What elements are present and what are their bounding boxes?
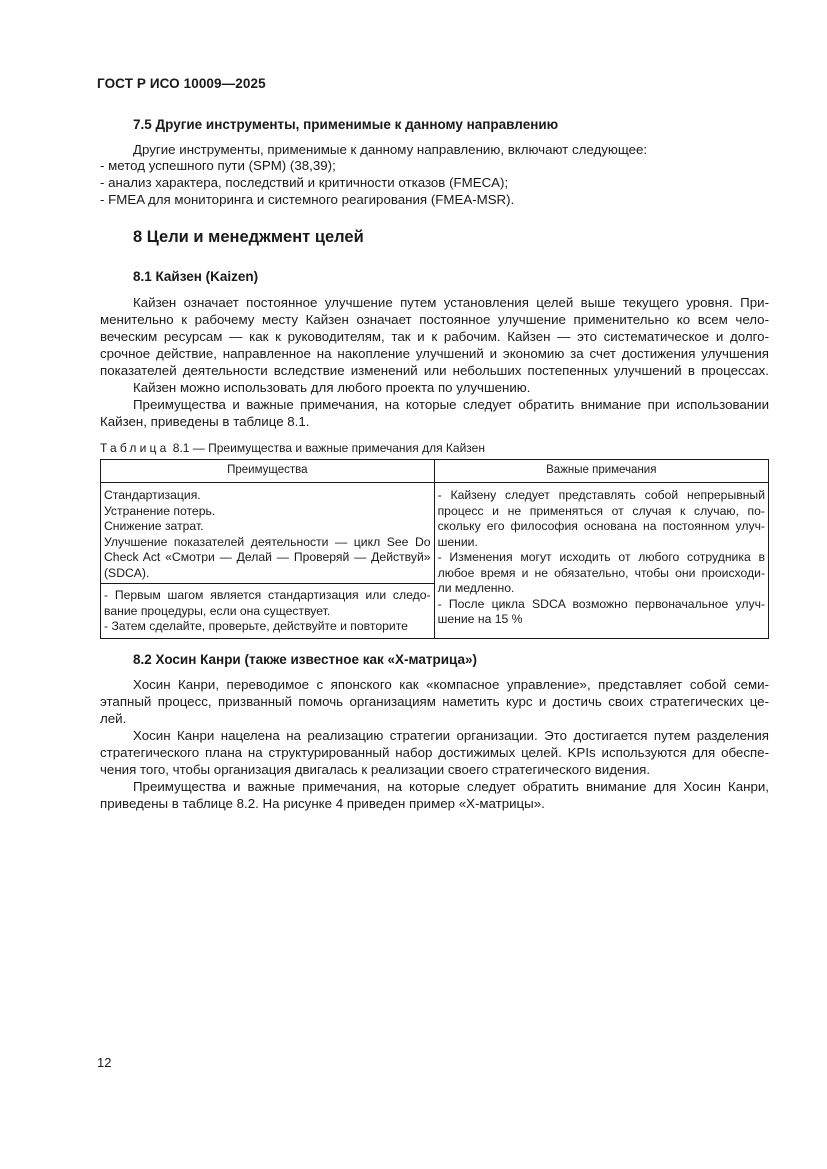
section-8-heading: 8 Цели и менеджмент целей (133, 228, 364, 246)
paragraph-line: Кайзен означает постоянное улучшение путем установления целей выше текущего уровня. При- (133, 295, 769, 310)
list-item: - анализ характера, последствий и критичности отказов (FMECA); (100, 175, 509, 190)
paragraph-line: менительно к рабочему месту Кайзен означает постоянное улучшение применительно ко всем чело- (100, 312, 769, 327)
paragraph-line: Хосин Канри, переводимое с японского как «компасное управление», представляет собой семи- (133, 677, 769, 692)
table-caption-text: 8.1 — Преимущества и важные примечания для Кайзен (169, 441, 485, 455)
document-standard-code: ГОСТ Р ИСО 10009—2025 (97, 76, 266, 91)
paragraph-line: этапный процесс, призванный помочь организациям наметить курс и достичь своих стратегических це- (100, 694, 769, 709)
paragraph-line: Преимущества и важные примечания, на которые следует обратить внимание для Хосин Канри, (133, 779, 769, 794)
list-item: - FMEA для мониторинга и системного реагирования (FMEA-MSR). (100, 192, 515, 207)
paragraph-line: Кайзен можно использовать для любого проекта по улучшению. (133, 380, 531, 395)
table-cell-line: - Затем сделайте, проверьте, действуйте и повторите (104, 619, 408, 633)
table-cell-advantages-bottom (101, 584, 435, 639)
table-cell-advantages-top (101, 483, 435, 584)
table-cell-line: скольку его философия основана на постоянном улуч- (437, 519, 765, 533)
table-cell-line: - Кайзену следует представлять собой непрерывный (437, 488, 765, 502)
section-8-2-heading: 8.2 Хосин Канри (также известное как «Х-матрица») (133, 652, 477, 667)
paragraph-line: Преимущества и важные примечания, на которые следует обратить внимание при использовании (133, 397, 769, 412)
paragraph-line: приведены в таблице 8.2. На рисунке 4 приведен пример «Х-матрицы». (100, 796, 545, 811)
paragraph-line: Кайзен, приведены в таблице 8.1. (100, 414, 310, 429)
paragraph-line: показателей деятельности вследствие изменений или небольших постепенных улучшений в процессах. (100, 363, 769, 378)
table-cell-line: вание процедуры, если она существует. (104, 603, 331, 618)
table-cell-line: - После цикла SDCA возможно первоначальное улуч- (437, 596, 765, 611)
table-cell-line: (SDCA). (104, 565, 150, 580)
table-header-notes: Важные примечания (434, 460, 768, 483)
section-8-1-heading: 8.1 Кайзен (Kaizen) (133, 269, 259, 284)
table-cell-line: Стандартизация. (104, 488, 201, 502)
paragraph-line: лей. (100, 711, 127, 726)
table-cell-line: Снижение затрат. (104, 519, 204, 533)
section-7-5-heading: 7.5 Другие инструменты, применимые к данному направлению (133, 117, 559, 132)
paragraph-line: срочное действие, направленное на накопление улучшений и экономию за счет достижения улучшения (100, 346, 769, 361)
table-cell-line: шении. (437, 534, 478, 549)
page-number: 12 (97, 1055, 112, 1070)
table-caption (100, 441, 485, 455)
paragraph-line: стратегического плана на структурированный набор достижимых целей. KPIs используются для обеспе- (100, 745, 769, 760)
kaizen-table (100, 459, 769, 639)
table-cell-line: шение на 15 % (437, 612, 523, 626)
paragraph-line: веческим ресурсам — как к руководителям, так и к рабочим. Кайзен — это систематическое и долго- (100, 329, 769, 344)
section-7-5-intro: Другие инструменты, применимые к данному направлению, включают следующее: (133, 142, 648, 157)
table-cell-line: любое время и не обязательно, чтобы они происходи- (437, 565, 765, 580)
paragraph-line: чения того, чтобы организация двигалась к реализации своего стратегического видения. (100, 762, 651, 777)
table-header-advantages: Преимущества (101, 460, 435, 483)
table-caption-label: Таблица (100, 441, 170, 455)
table-cell-line: ли медленно. (437, 581, 515, 595)
table-cell-notes (434, 483, 768, 639)
paragraph-line: Хосин Канри нацелена на реализацию стратегии организации. Это достигается путем разделения (133, 728, 769, 743)
table-cell-line: процесс и не применяться от случая к случаю, по- (437, 503, 765, 518)
table-cell-line: Устранение потерь. (104, 503, 216, 518)
table-cell-line: Check Act «Смотри — Делай — Проверяй — Действуй» (104, 550, 431, 564)
table-cell-line: - Первым шагом является стандартизация или следо- (104, 588, 431, 602)
table-cell-line: Улучшение показателей деятельности — цикл See Do (104, 534, 431, 549)
table-cell-line: - Изменения могут исходить от любого сотрудника в (437, 550, 765, 564)
list-item: - метод успешного пути (SPM) (38,39); (100, 158, 336, 173)
